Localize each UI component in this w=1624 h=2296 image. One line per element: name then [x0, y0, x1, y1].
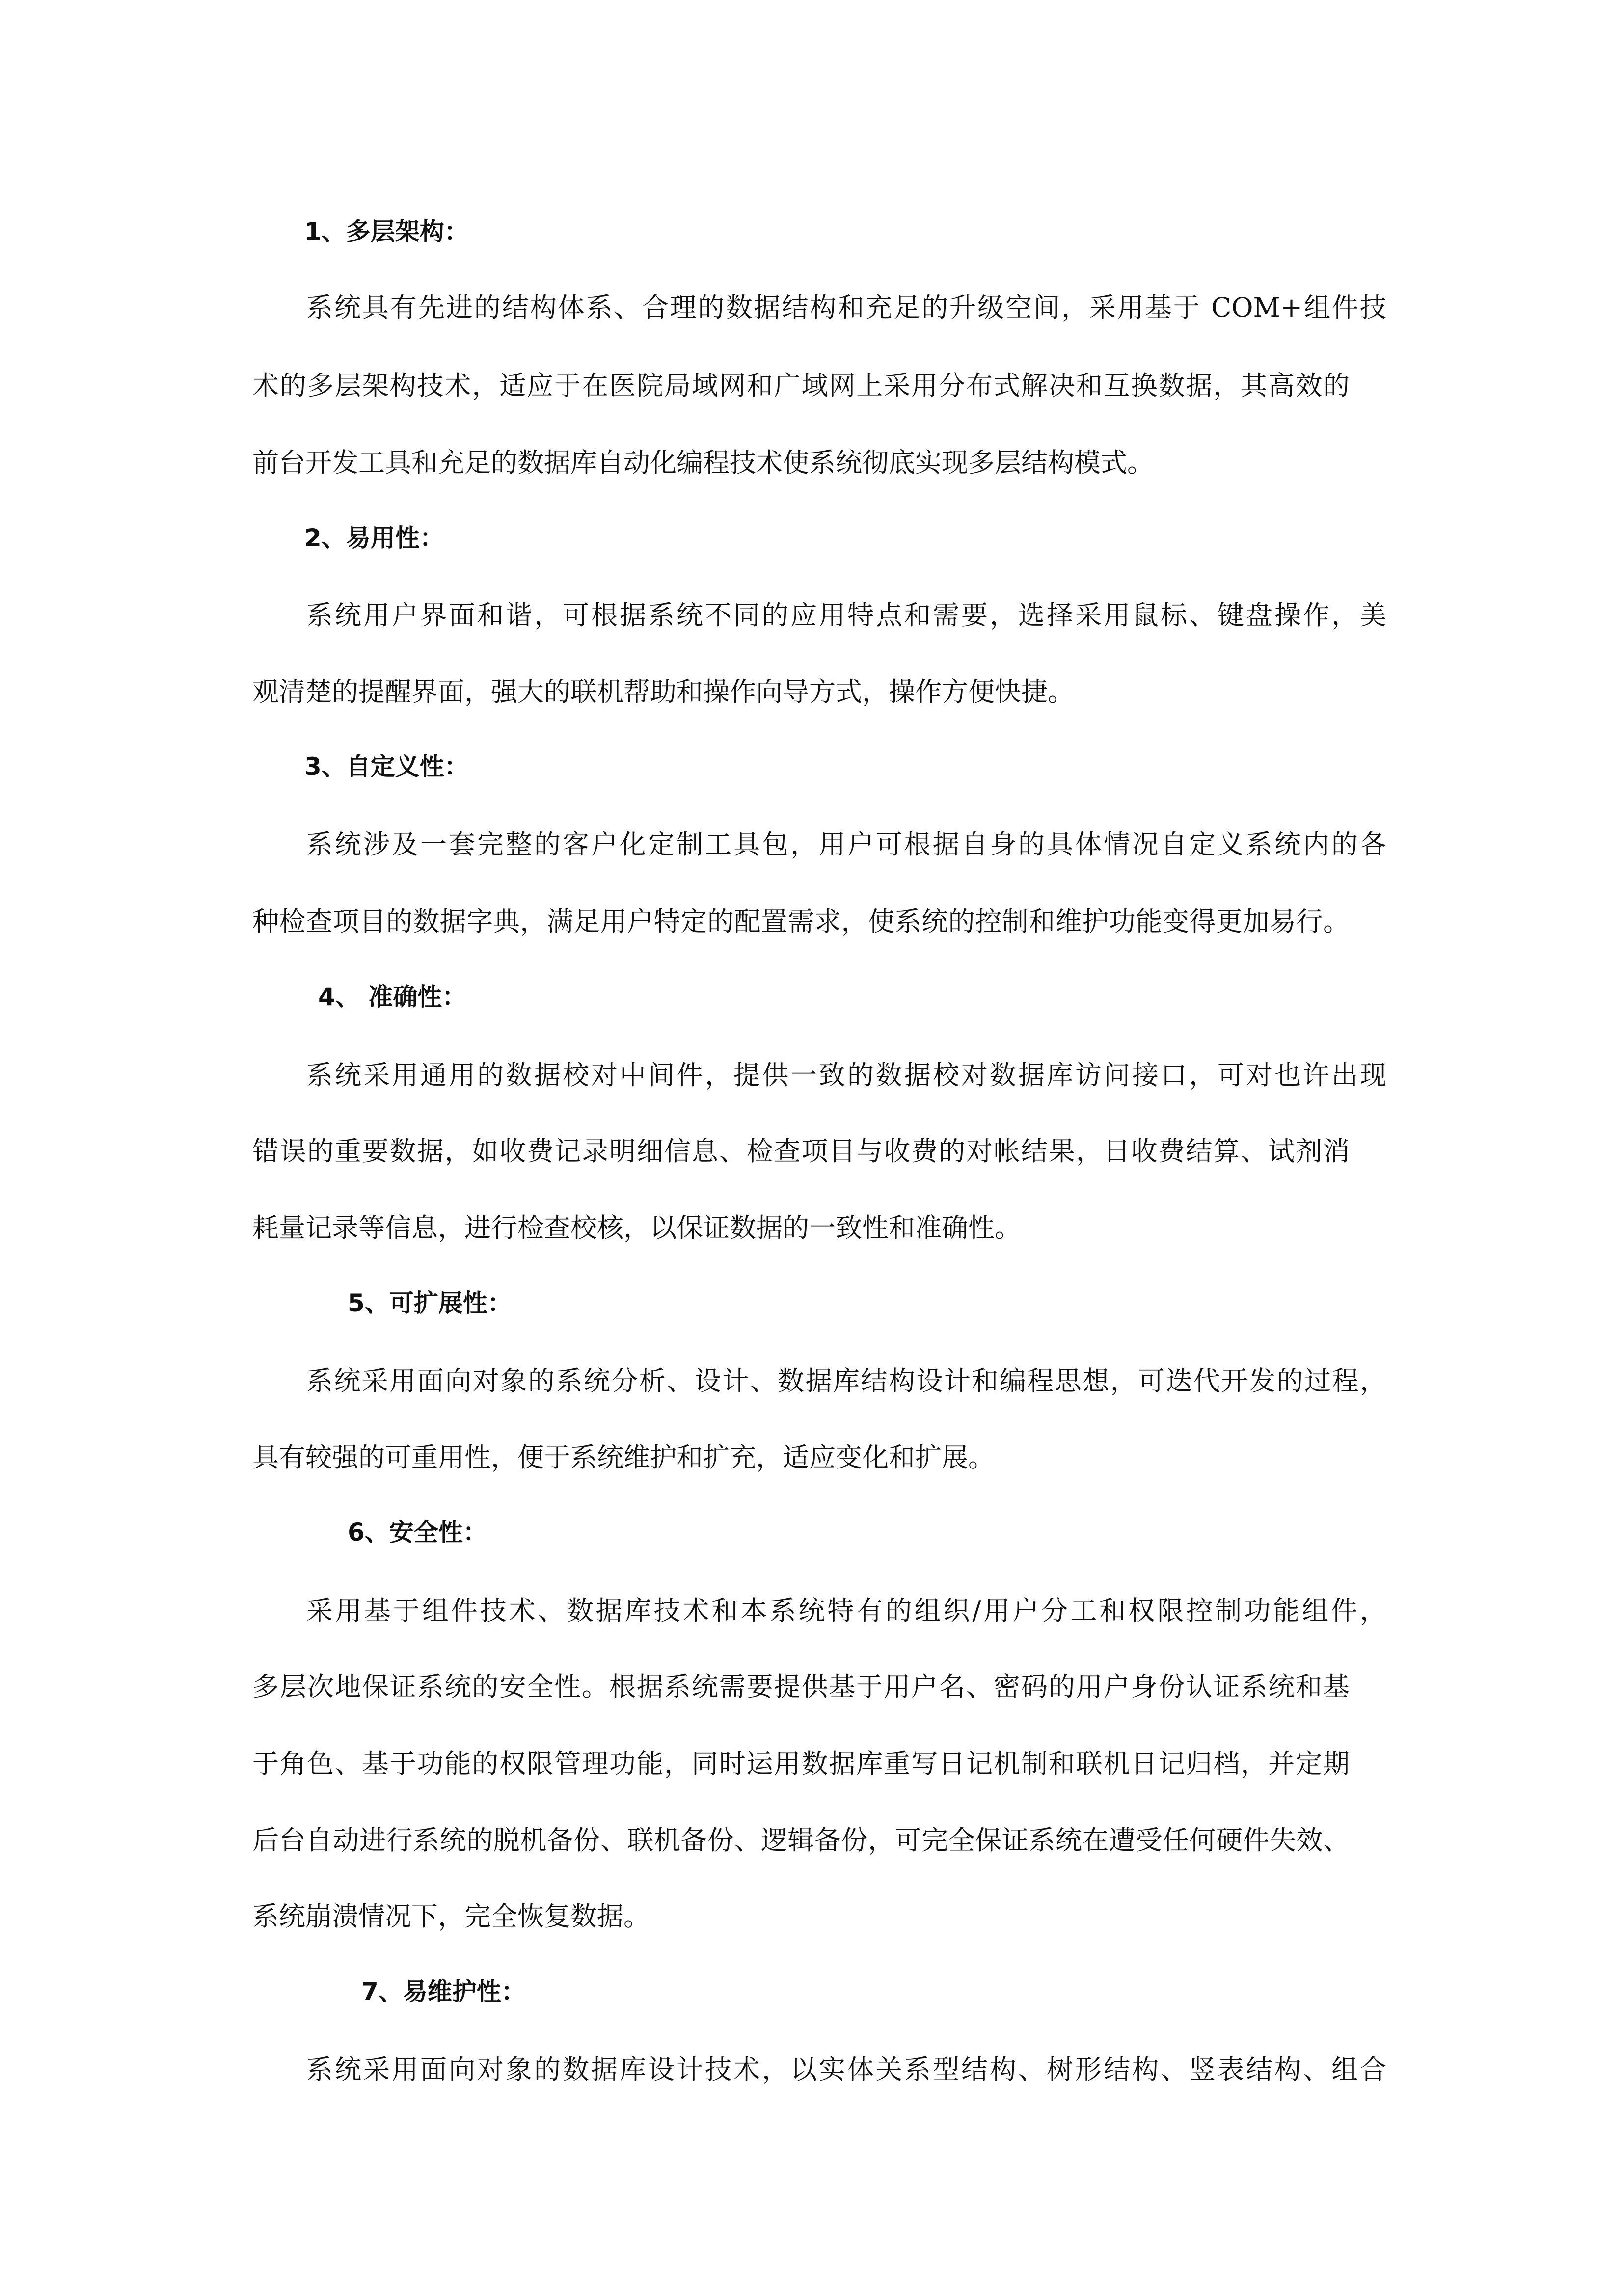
paragraph-line: 耗量记录等信息，进行检查校核，以保证数据的一致性和准确性。: [252, 1212, 1021, 1243]
section-heading-usability: 2、易用性：: [304, 524, 444, 552]
paragraph-line: 系统具有先进的结构体系、合理的数据结构和充足的升级空间，采用基于 COM+组件技: [306, 292, 1386, 323]
section-heading-multilayer: 1、多层架构：: [304, 217, 469, 246]
paragraph-line: 观清楚的提醒界面，强大的联机帮助和操作向导方式，操作方便快捷。: [252, 676, 1074, 707]
paragraph-line: 具有较强的可重用性，便于系统维护和扩充，适应变化和扩展。: [252, 1442, 995, 1473]
paragraph-line: 错误的重要数据，如收费记录明细信息、检查项目与收费的对帐结果，日收费结算、试剂消: [252, 1136, 1350, 1167]
paragraph-line: 系统采用通用的数据校对中间件，提供一致的数据校对数据库访问接口，可对也许出现: [306, 1060, 1386, 1091]
paragraph-line: 系统采用面向对象的系统分析、设计、数据库结构设计和编程思想，可迭代开发的过程，: [306, 1365, 1386, 1396]
section-heading-extensibility: 5、可扩展性：: [348, 1289, 512, 1317]
paragraph-line: 于角色、基于功能的权限管理功能，同时运用数据库重写日记机制和联机日记归档，并定期: [252, 1748, 1350, 1779]
paragraph-line: 采用基于组件技术、数据库技术和本系统特有的组织/用户分工和权限控制功能组件，: [306, 1595, 1386, 1626]
section-heading-accuracy: 4、 准确性：: [318, 983, 467, 1011]
paragraph-line: 术的多层架构技术，适应于在医院局域网和广域网上采用分布式解决和互换数据，其高效的: [252, 370, 1350, 401]
paragraph-line: 后台自动进行系统的脱机备份、联机备份、逻辑备份，可完全保证系统在遭受任何硬件失效、: [252, 1825, 1350, 1856]
section-heading-security: 6、安全性：: [348, 1518, 487, 1547]
paragraph-line: 前台开发工具和充足的数据库自动化编程技术使系统彻底实现多层结构模式。: [252, 447, 1154, 478]
section-heading-customization: 3、自定义性：: [304, 752, 469, 781]
paragraph-line: 系统采用面向对象的数据库设计技术，以实体关系型结构、树形结构、竖表结构、组合: [306, 2054, 1386, 2085]
paragraph-line: 系统涉及一套完整的客户化定制工具包，用户可根据自身的具体情况自定义系统内的各: [306, 829, 1386, 860]
paragraph-line: 系统崩溃情况下，完全恢复数据。: [252, 1901, 650, 1932]
paragraph-line: 多层次地保证系统的安全性。根据系统需要提供基于用户名、密码的用户身份认证系统和基: [252, 1671, 1350, 1702]
paragraph-line: 种检查项目的数据字典，满足用户特定的配置需求，使系统的控制和维护功能变得更加易行。: [252, 906, 1350, 937]
paragraph-line: 系统用户界面和谐，可根据系统不同的应用特点和需要，选择采用鼠标、键盘操作，美: [306, 600, 1386, 631]
section-heading-maintainability: 7、易维护性：: [361, 1977, 526, 2006]
